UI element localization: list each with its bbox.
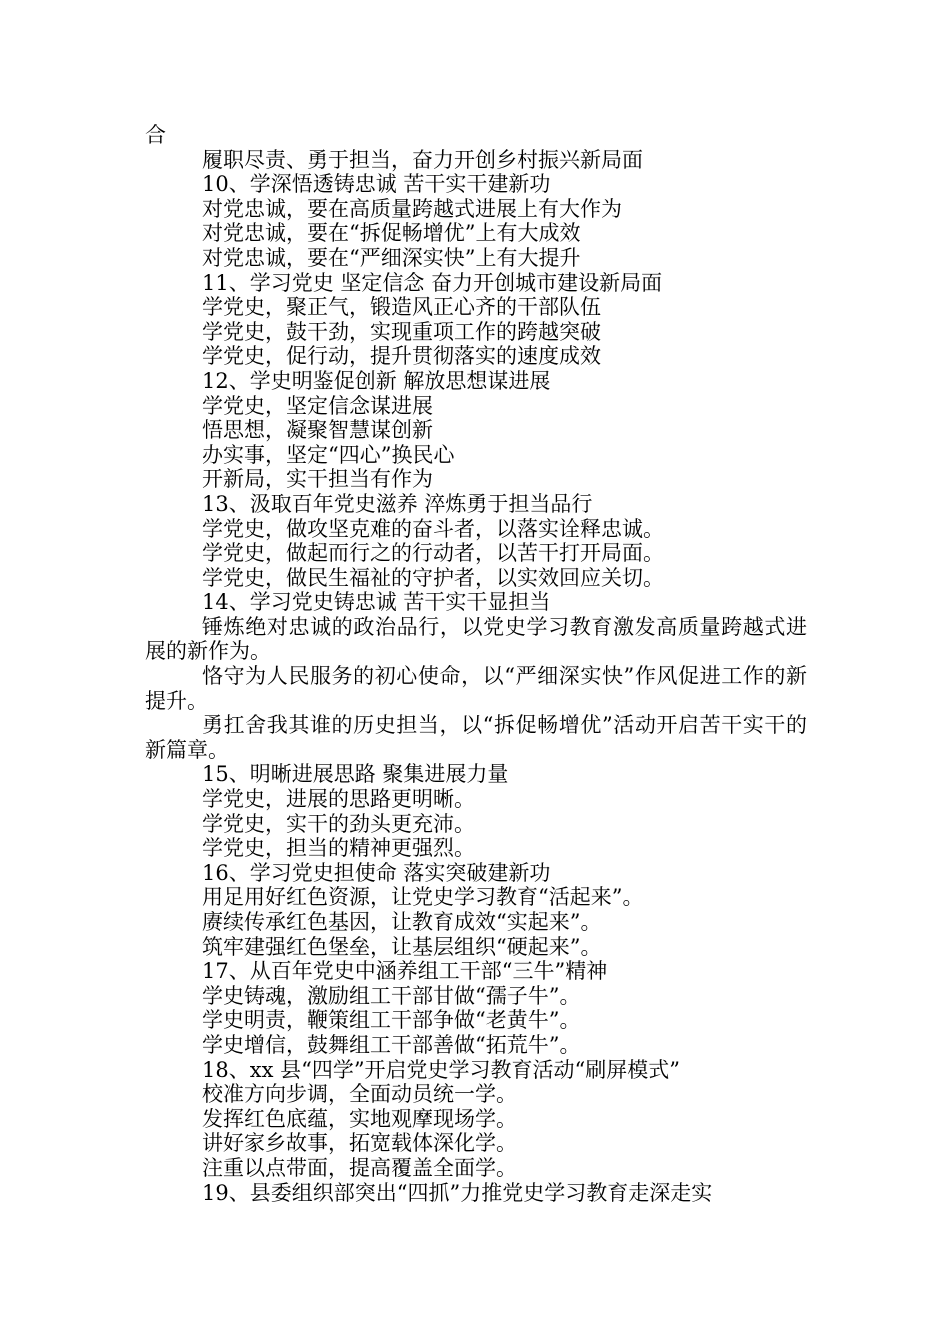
text-line: 学史铸魂，激励组工干部甘做“孺子牛”。 [202, 983, 581, 1008]
text-line: 悟思想，凝聚智慧谋创新 [202, 418, 433, 443]
section-heading-13: 13、汲取百年党史滋养 淬炼勇于担当品行 [202, 491, 593, 516]
text-line: 学史明责，鞭策组工干部争做“老黄牛”。 [202, 1008, 581, 1033]
section-heading-18: 18、xx 县“四学”开启党史学习教育活动“刷屏模式” [202, 1057, 681, 1082]
text-line: 学史增信，鼓舞组工干部善做“拓荒牛”。 [202, 1032, 581, 1057]
text-line: 学党史，鼓干劲，实现重项工作的跨越突破 [202, 319, 601, 344]
text-line: 对党忠诚，要在“拆促畅增优”上有大成效 [202, 221, 581, 246]
text-line: 发挥红色底蕴，实地观摩现场学。 [202, 1106, 517, 1131]
text-line: 开新局，实干担当有作为 [202, 467, 433, 492]
section-heading-10: 10、学深悟透铸忠诚 苦干实干建新功 [202, 172, 551, 197]
text-line: 学党史，实干的劲头更充沛。 [202, 811, 475, 836]
text-line: 学党史，担当的精神更强烈。 [202, 836, 475, 861]
section-heading-17: 17、从百年党史中涵养组工干部“三牛”精神 [202, 959, 608, 984]
paragraph: 锤炼绝对忠诚的政治品行，以党史学习教育激发高质量跨越式进展的新作为。 [145, 614, 807, 664]
paragraph: 恪守为人民服务的初心使命，以“严细深实快”作风促进工作的新提升。 [145, 664, 807, 713]
text-line: 办实事，坚定“四心”换民心 [202, 442, 455, 467]
text-line: 注重以点带面，提高覆盖全面学。 [202, 1155, 517, 1180]
text-line: 筑牢建强红色堡垒，让基层组织“硬起来”。 [202, 934, 602, 959]
text-line: 学党史，做攻坚克难的奋斗者，以落实诠释忠诚。 [202, 516, 664, 541]
text-line: 赓续传承红色基因，让教育成效“实起来”。 [202, 910, 602, 934]
section-heading-11: 11、学习党史 坚定信念 奋力开创城市建设新局面 [202, 270, 663, 295]
text-line: 对党忠诚，要在高质量跨越式进展上有大作为 [202, 196, 622, 221]
text-line: 合 [145, 123, 166, 147]
text-line: 校准方向步调，全面动员统一学。 [202, 1082, 517, 1107]
text-line: 学党史，促行动，提升贯彻落实的速度成效 [202, 344, 601, 369]
text-line: 对党忠诚，要在“严细深实快”上有大提升 [202, 245, 581, 270]
text-line: 履职尽责、勇于担当，奋力开创乡村振兴新局面 [202, 147, 643, 172]
paragraph: 勇扛舍我其谁的历史担当，以“拆促畅增优”活动开启苦干实干的新篇章。 [145, 713, 807, 762]
section-heading-19: 19、县委组织部突出“四抓”力推党史学习教育走深走实 [202, 1180, 713, 1205]
text-line: 讲好家乡故事，拓宽载体深化学。 [202, 1131, 517, 1156]
text-line: 学党史，做民生福祉的守护者，以实效回应关切。 [202, 565, 664, 590]
text-line: 学党史，坚定信念谋进展 [202, 393, 433, 418]
document-body [145, 123, 807, 1205]
text-line: 学党史，聚正气，锻造风正心齐的干部队伍 [202, 295, 601, 320]
text-line: 学党史，进展的思路更明晰。 [202, 787, 475, 812]
section-heading-12: 12、学史明鉴促创新 解放思想谋进展 [202, 368, 551, 393]
section-heading-14: 14、学习党史铸忠诚 苦干实干显担当 [202, 590, 551, 615]
section-heading-15: 15、明晰进展思路 聚集进展力量 [202, 762, 509, 787]
section-heading-16: 16、学习党史担使命 落实突破建新功 [202, 860, 551, 885]
text-line: 学党史，做起而行之的行动者，以苦干打开局面。 [202, 541, 664, 566]
text-line: 用足用好红色资源，让党史学习教育“活起来”。 [202, 885, 644, 910]
